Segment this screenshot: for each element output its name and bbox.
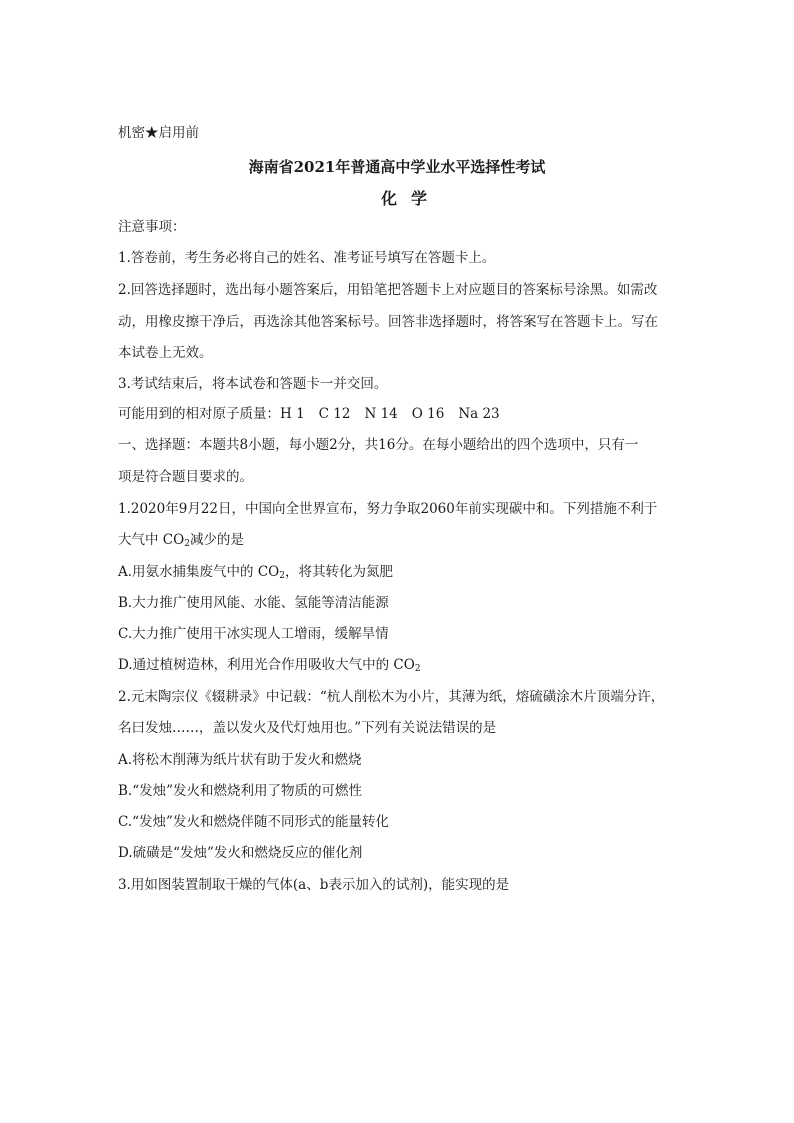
q1-stem-line-1: 1.2020年9月22日，中国向全世界宣布，努力争取2060年前实现碳中和。下列措施不利于 <box>118 501 658 517</box>
subject-title: 化学 <box>380 189 441 208</box>
notes-heading: 注意事项： <box>118 219 186 235</box>
note-3: 3.考试结束后，将本试卷和答题卡一并交回。 <box>118 376 388 392</box>
atomic-mass-na: Na 23 <box>458 406 500 422</box>
subscript: 2 <box>279 571 285 581</box>
subscript: 2 <box>184 539 190 549</box>
q2-option-c: C.“发烛”发火和燃烧伴随不同形式的能量转化 <box>118 814 389 830</box>
q1-option-a: A.用氨水捕集废气中的 $CO_2$，将其转化为氮肥 <box>118 564 393 581</box>
q2-option-d: D.硫磺是“发烛”发火和燃烧反应的催化剂 <box>118 845 363 861</box>
section1-line-1: 一、选择题：本题共8小题，每小题2分，共16分。在每小题给出的四个选项中，只有一 <box>118 437 639 453</box>
atomic-mass-label: 可能用到的相对原子质量： <box>118 406 280 422</box>
q2-option-b: B.“发烛”发火和燃烧利用了物质的可燃性 <box>118 783 363 799</box>
q2-stem-line-1: 2.元末陶宗仪《辍耕录》中记载：“杭人削松木为小片，其薄为纸，熔硫磺涂木片顶端分许， <box>118 689 665 705</box>
q1-option-b: B.大力推广使用风能、水能、氢能等清洁能源 <box>118 595 389 611</box>
q1-option-d: D.通过植树造林，利用光合作用吸收大气中的 $CO_2$ <box>118 657 421 674</box>
atomic-mass-c: C 12 <box>318 406 351 422</box>
q3-stem-line-1: 3.用如图装置制取干燥的气体(a、b表示加入的试剂)，能实现的是 <box>118 877 510 893</box>
q1-stem-line-2: 大气中 $CO_2$减少的是 <box>118 532 244 549</box>
confidential-label: 机密★启用前 <box>118 125 199 141</box>
note-2-line-2: 动，用橡皮擦干净后，再选涂其他答案标号。回答非选择题时，将答案写在答题卡上。写在 <box>118 314 658 330</box>
subscript: 2 <box>414 664 421 674</box>
q2-option-a: A.将松木削薄为纸片状有助于发火和燃烧 <box>118 752 362 768</box>
note-1: 1.答卷前，考生务必将自己的姓名、准考证号填写在答题卡上。 <box>118 250 496 266</box>
q1-option-c: C.大力推广使用干冰实现人工增雨，缓解旱情 <box>118 626 389 642</box>
atomic-mass-h: H 1 <box>280 406 305 422</box>
atomic-mass-o: O 16 <box>411 406 445 422</box>
note-2-line-1: 2.回答选择题时，选出每小题答案后，用铅笔把答题卡上对应题目的答案标号涂黑。如需改 <box>118 282 658 298</box>
note-2-line-3: 本试卷上无效。 <box>118 345 213 361</box>
atomic-mass-n: N 14 <box>364 406 398 422</box>
atomic-mass-line <box>118 405 500 423</box>
q2-stem-line-2: 名曰发烛……，盖以发火及代灯烛用也。”下列有关说法错误的是 <box>118 720 497 736</box>
exam-title: 海南省2021年普通高中学业水平选择性考试 <box>248 158 546 176</box>
section1-line-2: 项是符合题目要求的。 <box>118 469 253 485</box>
